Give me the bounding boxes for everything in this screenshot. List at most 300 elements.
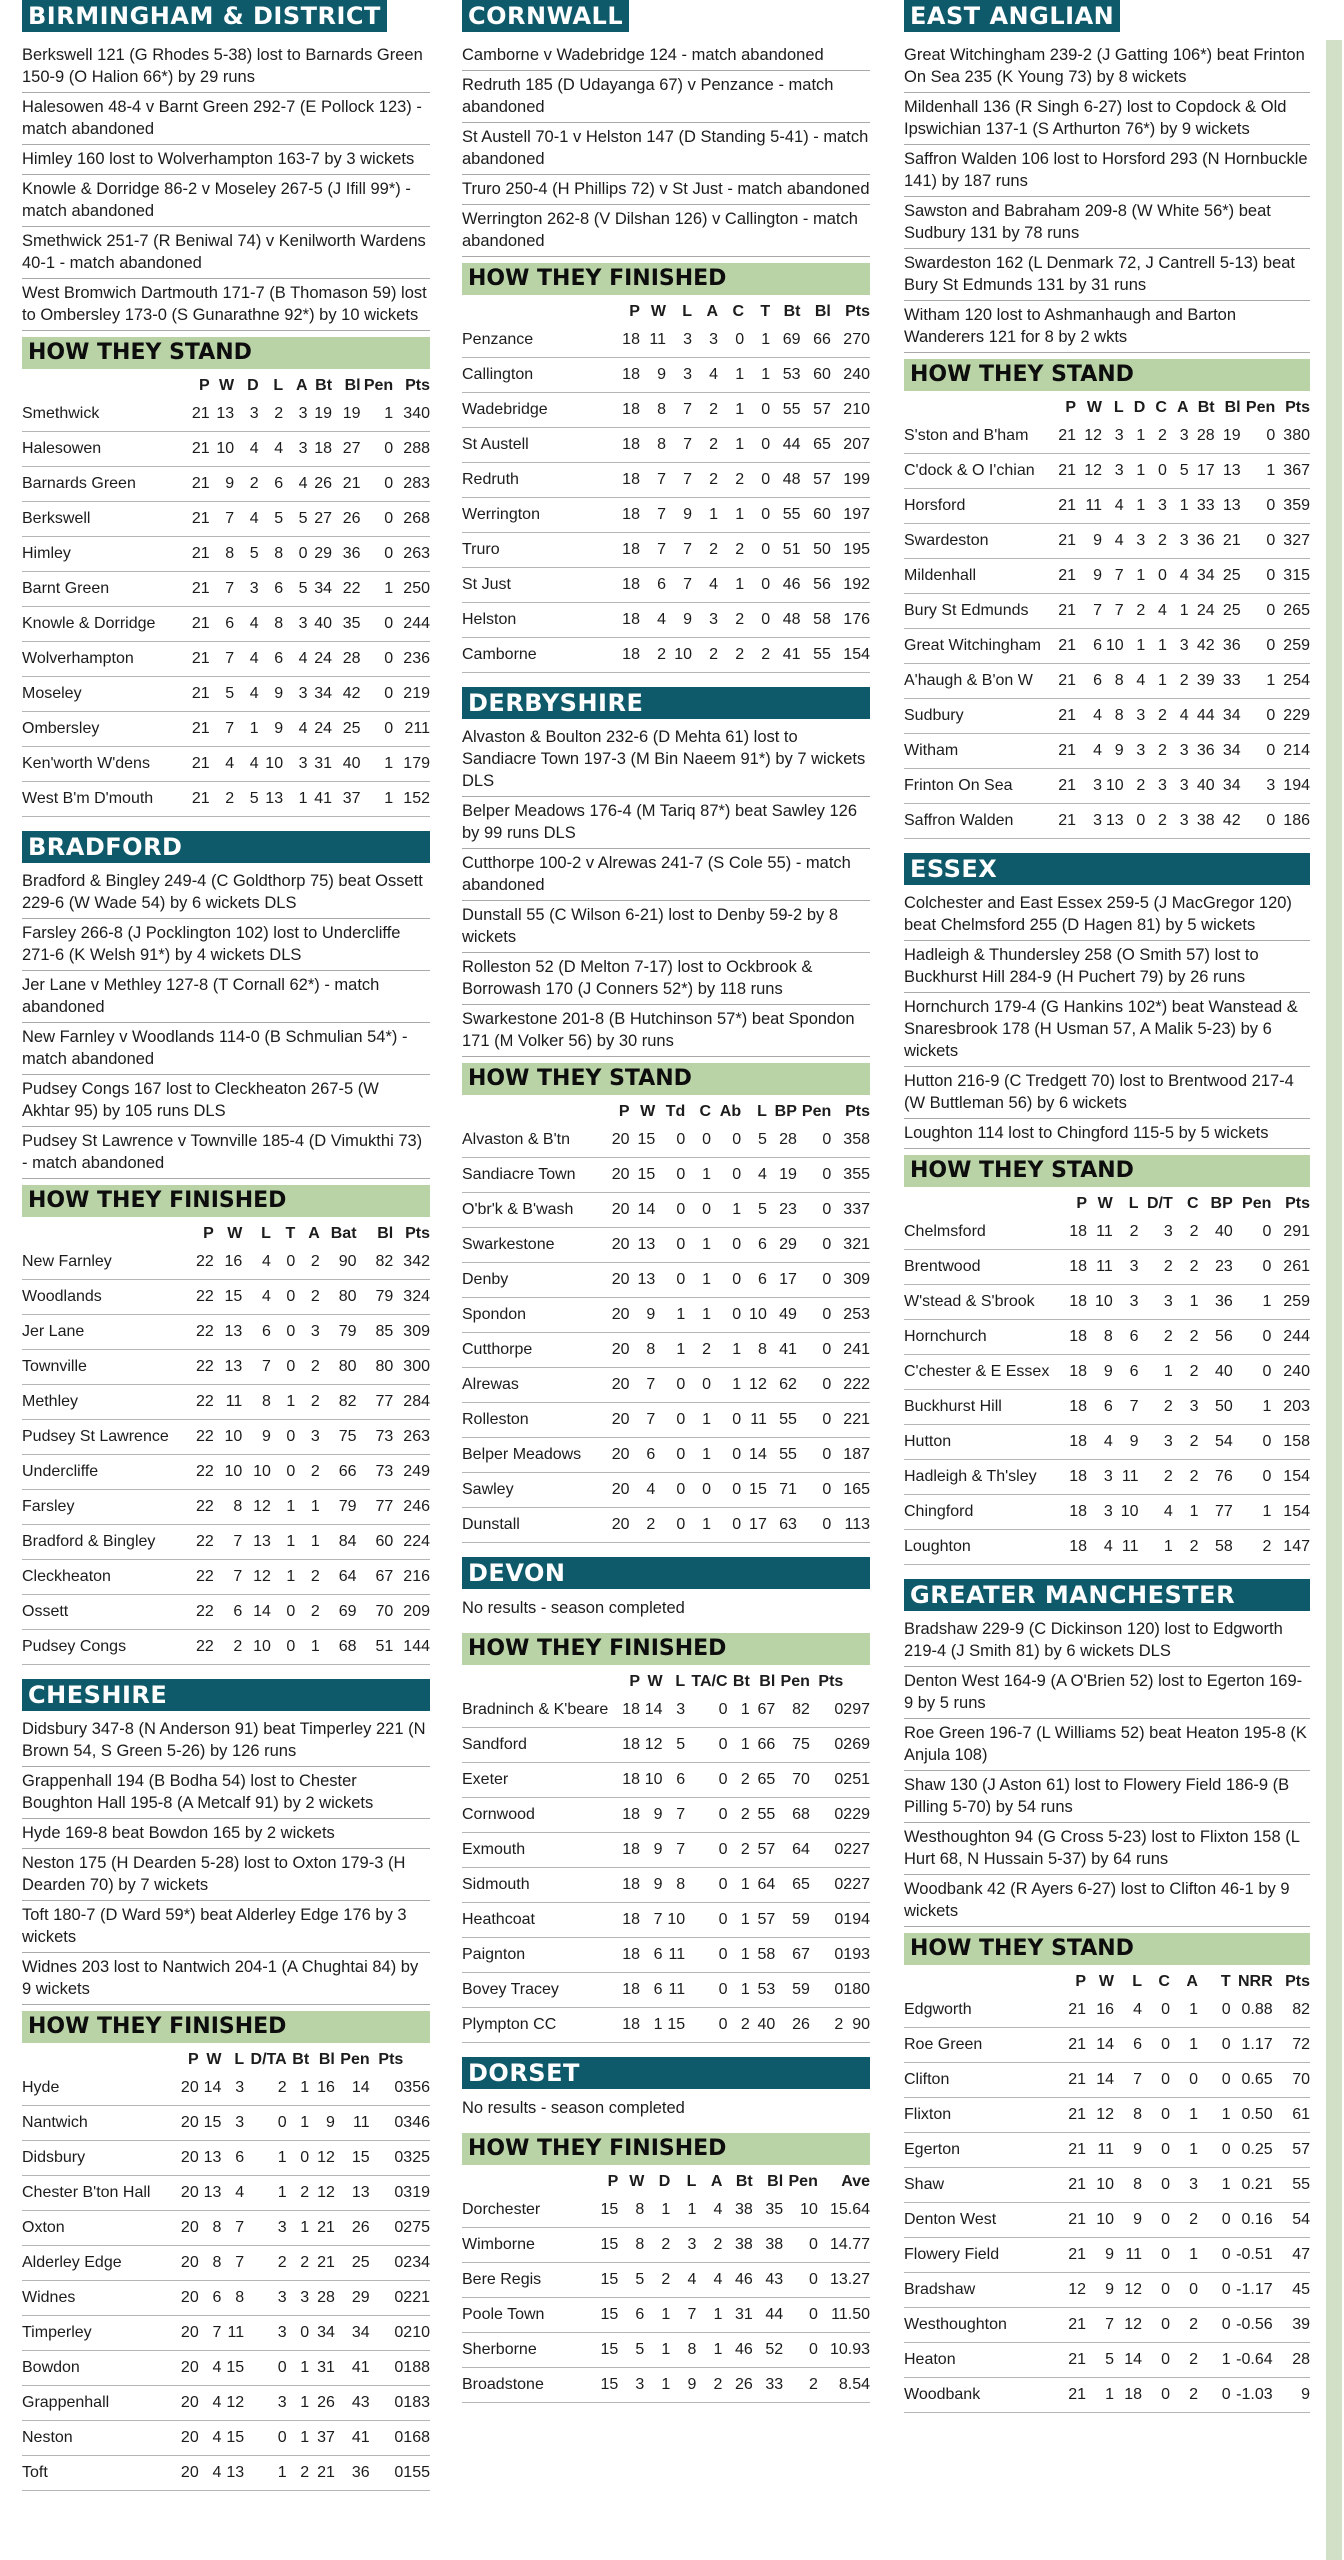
stat-cell: 58 — [801, 603, 831, 638]
stat-cell: 8 — [242, 1385, 271, 1420]
stat-cell: 1 — [685, 1298, 711, 1333]
stat-cell: 188 — [403, 2351, 430, 2386]
stat-cell: 8 — [670, 2333, 696, 2368]
stat-cell: 1 — [271, 1490, 295, 1525]
column-header: W — [1086, 399, 1102, 416]
stat-cell: 3 — [1139, 1425, 1173, 1460]
stat-cell: 13 — [259, 782, 283, 817]
stat-cell: 5 — [618, 2333, 644, 2368]
section-essex — [904, 839, 1310, 1565]
stat-cell: 2 — [295, 1280, 319, 1315]
stat-cell: 6 — [663, 1763, 686, 1798]
stat-cell: 15 — [592, 2333, 618, 2368]
section-heading: CORNWALL — [462, 0, 629, 32]
stat-cell: 85 — [357, 1315, 394, 1350]
team-name: Berkswell — [22, 502, 185, 537]
stat-cell: 0 — [370, 2176, 404, 2211]
stat-cell: 56 — [1199, 1320, 1233, 1355]
team-name: Sandiacre Town — [462, 1158, 599, 1193]
stat-cell: 3 — [1124, 524, 1146, 559]
team-name: Ken'worth W'dens — [22, 747, 185, 782]
team-name: Hutton — [904, 1425, 1057, 1460]
stat-cell: 2 — [214, 1630, 243, 1665]
stat-cell: 4 — [692, 358, 718, 393]
stat-cell: 7 — [210, 502, 234, 537]
stat-cell: 34 — [309, 2316, 335, 2351]
column-header: TA/C — [691, 1673, 728, 1690]
stat-cell: 3 — [692, 603, 718, 638]
table-row — [22, 2071, 430, 2106]
column-header: Pen — [340, 2051, 370, 2068]
team-name: Flixton — [904, 2098, 1053, 2133]
stat-cell: 1 — [271, 1560, 295, 1595]
team-name: Barnards Green — [22, 467, 185, 502]
stat-cell: 22 — [185, 1595, 214, 1630]
table-row — [22, 467, 430, 502]
table-row — [22, 2386, 430, 2421]
stat-cell: 6 — [630, 1438, 656, 1473]
stat-cell: 8 — [1102, 699, 1124, 734]
stat-cell: 38 — [722, 2228, 752, 2263]
stat-cell: 57 — [801, 463, 831, 498]
stat-cell: 0 — [1233, 1215, 1272, 1250]
stat-cell: 2 — [234, 467, 258, 502]
stat-cell: 8 — [663, 1868, 686, 1903]
section-heading: BRADFORD — [22, 831, 430, 863]
stat-cell: 21 — [185, 642, 209, 677]
stat-cell: 1 — [1233, 1390, 1272, 1425]
stat-cell: 0 — [1233, 1460, 1272, 1495]
stat-cell: 18 — [1057, 1285, 1087, 1320]
stat-cell: 0 — [797, 1263, 831, 1298]
stat-cell: 2 — [696, 2228, 722, 2263]
stat-cell: 358 — [831, 1123, 870, 1158]
stat-cell: 0 — [1198, 2273, 1231, 2308]
stat-cell: 79 — [357, 1280, 394, 1315]
table-heading: HOW THEY FINISHED — [462, 2133, 870, 2165]
column-left — [22, 0, 430, 2491]
stat-cell: 0 — [1142, 2133, 1170, 2168]
stat-cell: 8 — [1114, 2098, 1142, 2133]
stat-cell: 43 — [335, 2386, 370, 2421]
column-header: Pts — [405, 1225, 430, 1242]
team-name: Hadleigh & Th'sley — [904, 1460, 1057, 1495]
stat-cell: 22 — [185, 1350, 214, 1385]
stat-cell: 195 — [831, 533, 870, 568]
stat-cell: 7 — [630, 1403, 656, 1438]
stat-cell: 20 — [176, 2141, 199, 2176]
stat-cell: 1 — [685, 1403, 711, 1438]
team-name: Nantwich — [22, 2106, 176, 2141]
stat-cell: 5 — [1086, 2343, 1114, 2378]
stat-cell: 15 — [592, 2193, 618, 2228]
table-row — [462, 2228, 870, 2263]
stat-cell: 39 — [1273, 2308, 1310, 2343]
stat-cell: 154 — [1271, 1495, 1310, 1530]
stat-cell: 41 — [770, 638, 800, 673]
stat-cell: 9 — [1076, 559, 1102, 594]
stat-cell: 0 — [1241, 629, 1276, 664]
stat-cell: 8 — [221, 2281, 244, 2316]
stat-cell: 0 — [810, 1728, 843, 1763]
stat-cell: 0 — [711, 1298, 741, 1333]
stat-cell: 64 — [775, 1833, 810, 1868]
table-heading: HOW THEY STAND — [22, 337, 430, 369]
stat-cell: 263 — [393, 1420, 430, 1455]
column-header: L — [261, 1225, 271, 1242]
stat-cell: 2 — [718, 638, 744, 673]
stat-cell: 1 — [718, 428, 744, 463]
table-row — [462, 1228, 870, 1263]
stat-cell: 0 — [370, 2281, 404, 2316]
column-header: W — [1098, 1973, 1114, 1990]
stat-cell: 291 — [1271, 1215, 1310, 1250]
stat-cell: 10 — [259, 747, 283, 782]
stat-cell: 18 — [1057, 1495, 1087, 1530]
table-row — [22, 537, 430, 572]
stat-cell: 12 — [221, 2386, 244, 2421]
column-header: P — [629, 1673, 640, 1690]
table-row — [904, 2098, 1310, 2133]
column-header: P — [188, 2051, 199, 2068]
stat-cell: 0 — [1142, 1993, 1170, 2028]
stat-cell: 12 — [1053, 2273, 1086, 2308]
stat-cell: 0 — [685, 1728, 727, 1763]
stat-cell: 1 — [644, 2298, 670, 2333]
stat-cell: 42 — [332, 677, 361, 712]
stat-cell: 15 — [592, 2368, 618, 2403]
stat-cell: 0 — [655, 1158, 685, 1193]
table-row — [462, 463, 870, 498]
table-row — [22, 1455, 430, 1490]
stat-cell: 10 — [242, 1455, 271, 1490]
stat-cell: 21 — [1053, 2343, 1086, 2378]
stat-cell: 9 — [640, 358, 666, 393]
team-name: Witham — [904, 734, 1050, 769]
stat-cell: 0 — [744, 498, 770, 533]
section-bradford — [22, 817, 430, 1665]
stat-cell: 54 — [1273, 2203, 1310, 2238]
stat-cell: 4 — [199, 2351, 222, 2386]
result-item: Alvaston & Boulton 232-6 (D Mehta 61) lost to Sandiacre Town 197-3 (M Bin Naeem 91*) by 7 wickets DLS — [462, 723, 870, 797]
column-header: Bt — [1197, 399, 1215, 416]
team-name: Bradford & Bingley — [22, 1525, 185, 1560]
stat-cell: 0 — [711, 1438, 741, 1473]
stat-cell: 222 — [831, 1368, 870, 1403]
stat-cell: 0 — [718, 323, 744, 358]
stat-cell: 21 — [1050, 419, 1076, 454]
stat-cell: 1 — [744, 358, 770, 393]
column-header: W — [647, 1673, 663, 1690]
table-row — [462, 393, 870, 428]
column-header: L — [273, 377, 284, 394]
stat-cell: 10 — [666, 638, 692, 673]
stat-cell: 0 — [271, 1420, 295, 1455]
column-header: P — [199, 377, 210, 394]
stat-cell: 241 — [831, 1333, 870, 1368]
stat-cell: 6 — [259, 572, 283, 607]
stat-cell: 20 — [599, 1123, 629, 1158]
stat-cell: 6 — [1113, 1355, 1139, 1390]
stat-cell: 1 — [655, 1298, 685, 1333]
stat-cell: 18 — [615, 1868, 640, 1903]
column-header: Ave — [841, 2173, 870, 2190]
stat-cell: 82 — [357, 1245, 394, 1280]
team-name: O'br'k & B'wash — [462, 1193, 599, 1228]
stat-cell: 309 — [831, 1263, 870, 1298]
stat-cell: 38 — [722, 2193, 752, 2228]
standings-table-essex — [904, 1189, 1310, 1565]
column-header: Bl — [318, 2051, 335, 2068]
stat-cell: 2 — [728, 2008, 750, 2043]
stat-cell: 18 — [1057, 1250, 1087, 1285]
stat-cell: 8.54 — [818, 2368, 870, 2403]
stat-cell: 0 — [370, 2246, 404, 2281]
column-header: P — [618, 1103, 630, 1120]
stat-cell: 18 — [610, 463, 640, 498]
stat-cell: 1 — [711, 1333, 741, 1368]
stat-cell: 2 — [696, 2368, 722, 2403]
stat-cell: 36 — [335, 2456, 370, 2491]
table-row — [22, 1280, 430, 1315]
stat-cell: 82 — [320, 1385, 357, 1420]
stat-cell: 76 — [1199, 1460, 1233, 1495]
result-item: Pudsey Congs 167 lost to Cleckheaton 267-5 (W Akhtar 95) by 105 runs DLS — [22, 1075, 430, 1127]
team-name: Great Witchingham — [904, 629, 1050, 664]
stat-cell: 14 — [199, 2071, 222, 2106]
column-header: BP — [774, 1103, 797, 1120]
team-name: Spondon — [462, 1298, 599, 1333]
column-header: P — [1076, 1195, 1088, 1212]
stat-cell: 0 — [1198, 2203, 1231, 2238]
table-row — [22, 677, 430, 712]
table-row — [462, 358, 870, 393]
stat-cell: 1 — [718, 393, 744, 428]
stat-cell: 68 — [775, 1798, 810, 1833]
table-heading: HOW THEY STAND — [904, 359, 1310, 391]
stat-cell: 7 — [1102, 594, 1124, 629]
table-row — [904, 699, 1310, 734]
stat-cell: 16 — [1086, 1993, 1114, 2028]
stat-cell: 2 — [630, 1508, 656, 1543]
stat-cell: 20 — [599, 1368, 629, 1403]
stat-cell: 60 — [801, 358, 831, 393]
stat-cell: 49 — [767, 1298, 797, 1333]
stat-cell: 0 — [1142, 2168, 1170, 2203]
stat-cell: 37 — [332, 782, 361, 817]
stat-cell: 9 — [259, 677, 283, 712]
stat-cell: 6 — [214, 1595, 243, 1630]
stat-cell: 13 — [214, 1350, 243, 1385]
stat-cell: 0 — [711, 1508, 741, 1543]
stat-cell: 28 — [309, 2281, 335, 2316]
stat-cell: 221 — [403, 2281, 430, 2316]
stat-cell: 52 — [753, 2333, 783, 2368]
table-row — [22, 1490, 430, 1525]
table-row — [904, 559, 1310, 594]
stat-cell: 0 — [361, 712, 394, 747]
stat-cell: 0 — [744, 463, 770, 498]
column-header: Bt — [783, 303, 801, 320]
stat-cell: 21 — [185, 782, 209, 817]
table-row — [462, 1938, 870, 1973]
stat-cell: 0 — [711, 1123, 741, 1158]
table-row — [904, 2343, 1310, 2378]
stat-cell: 268 — [393, 502, 430, 537]
stat-cell: 1 — [640, 2008, 663, 2043]
stat-cell: 21 — [1053, 2378, 1086, 2413]
stat-cell: 7 — [221, 2211, 244, 2246]
table-row — [22, 432, 430, 467]
section-heading: DEVON — [462, 1557, 870, 1589]
stat-cell: 5 — [283, 502, 307, 537]
stat-cell: 18 — [615, 1973, 640, 2008]
table-row — [462, 1263, 870, 1298]
stat-cell: 21 — [185, 467, 209, 502]
stat-cell: 5 — [210, 677, 234, 712]
header-row — [904, 393, 1310, 419]
stat-cell: 4 — [259, 432, 283, 467]
stat-cell: 1 — [244, 2176, 287, 2211]
stat-cell: 0 — [370, 2316, 404, 2351]
stat-cell: 73 — [357, 1420, 394, 1455]
stat-cell: 2 — [728, 1763, 750, 1798]
stat-cell: 180 — [843, 1973, 870, 2008]
team-name: West B'm D'mouth — [22, 782, 185, 817]
team-name: Hyde — [22, 2071, 176, 2106]
stat-cell: 12 — [242, 1560, 271, 1595]
stat-cell: 3 — [1167, 734, 1189, 769]
table-row — [462, 1903, 870, 1938]
stat-cell: 2 — [1139, 1390, 1173, 1425]
team-name: Plympton CC — [462, 2008, 615, 2043]
stat-cell: 6 — [221, 2141, 244, 2176]
result-item: Dunstall 55 (C Wilson 6-21) lost to Denby 59-2 by 8 wickets — [462, 901, 870, 953]
column-header: W — [650, 303, 666, 320]
stat-cell: 1 — [361, 747, 394, 782]
stat-cell: 4 — [1167, 559, 1189, 594]
stat-cell: 0.21 — [1231, 2168, 1273, 2203]
stat-cell: 36 — [332, 537, 361, 572]
stat-cell: 327 — [1275, 524, 1310, 559]
column-header: Ab — [719, 1103, 742, 1120]
stat-cell: 275 — [403, 2211, 430, 2246]
stat-cell: 80 — [320, 1350, 357, 1385]
stat-cell: 48 — [770, 603, 800, 638]
stat-cell: 1 — [1124, 489, 1146, 524]
stat-cell: 2 — [210, 782, 234, 817]
stat-cell: 0 — [1142, 2028, 1170, 2063]
stat-cell: 66 — [320, 1455, 357, 1490]
stat-cell: 5 — [283, 572, 307, 607]
stat-cell: 0 — [685, 1193, 711, 1228]
stat-cell: 3 — [1145, 489, 1167, 524]
section-greater-manchester — [904, 1565, 1310, 2413]
stat-cell: 56 — [801, 568, 831, 603]
stat-cell: 20 — [176, 2071, 199, 2106]
stat-cell: 10 — [783, 2193, 818, 2228]
stat-cell: 0.50 — [1231, 2098, 1273, 2133]
stat-cell: 75 — [775, 1728, 810, 1763]
stat-cell: 6 — [259, 642, 283, 677]
stat-cell: 155 — [403, 2456, 430, 2491]
stat-cell: 45 — [1273, 2273, 1310, 2308]
stat-cell: 31 — [308, 747, 332, 782]
stat-cell: 2 — [244, 2071, 287, 2106]
stat-cell: 59 — [775, 1903, 810, 1938]
table-row — [904, 1993, 1310, 2028]
stat-cell: 0 — [711, 1403, 741, 1438]
column-header: L — [1128, 1195, 1139, 1212]
section-birmingham-and-district — [22, 0, 430, 817]
table-row — [22, 1525, 430, 1560]
stat-cell: 0 — [1241, 559, 1276, 594]
stat-cell: 240 — [1271, 1355, 1310, 1390]
stat-cell: 2 — [295, 1350, 319, 1385]
stat-cell: 9 — [1087, 1355, 1113, 1390]
stat-cell: 0 — [271, 1280, 295, 1315]
stat-cell: 0 — [797, 1123, 831, 1158]
stat-cell: 26 — [309, 2386, 335, 2421]
stat-cell: 2 — [1139, 1250, 1173, 1285]
table-row — [22, 1385, 430, 1420]
stat-cell: 47 — [1273, 2238, 1310, 2273]
stat-cell: 4 — [1102, 489, 1124, 524]
column-header: P — [1065, 399, 1076, 416]
stat-cell: 337 — [831, 1193, 870, 1228]
stat-cell: 68 — [320, 1630, 357, 1665]
stat-cell: 20 — [599, 1158, 629, 1193]
stat-cell: 2 — [1233, 1530, 1272, 1565]
stat-cell: 229 — [1275, 699, 1310, 734]
table-row — [22, 2176, 430, 2211]
column-header: Bl — [814, 303, 831, 320]
stat-cell: 11 — [663, 1938, 686, 1973]
stat-cell: 8 — [210, 537, 234, 572]
stat-cell: 17 — [1189, 454, 1215, 489]
stat-cell: 0 — [797, 1333, 831, 1368]
stat-cell: 51 — [357, 1630, 394, 1665]
stat-cell: 2 — [244, 2246, 287, 2281]
stat-cell: 24 — [1189, 594, 1215, 629]
stat-cell: 3 — [1076, 804, 1102, 839]
table-row — [22, 1350, 430, 1385]
team-name: Jer Lane — [22, 1315, 185, 1350]
stat-cell: 3 — [283, 607, 307, 642]
stat-cell: 1 — [728, 1728, 750, 1763]
stat-cell: 28 — [1273, 2343, 1310, 2378]
table-row — [904, 2028, 1310, 2063]
column-header: D/TA — [250, 2051, 287, 2068]
stat-cell: 4 — [696, 2263, 722, 2298]
stat-cell: 55 — [770, 498, 800, 533]
team-name: Halesowen — [22, 432, 185, 467]
team-name: Paignton — [462, 1938, 615, 1973]
stat-cell: 10 — [214, 1420, 243, 1455]
stat-cell: 210 — [403, 2316, 430, 2351]
stat-cell: 3 — [670, 2228, 696, 2263]
team-name: Neston — [22, 2421, 176, 2456]
column-header: D — [658, 2173, 671, 2190]
table-row — [462, 1763, 870, 1798]
stat-cell: 0 — [370, 2421, 404, 2456]
stat-cell: 73 — [357, 1455, 394, 1490]
stat-cell: 12 — [1114, 2308, 1142, 2343]
stat-cell: 11 — [1087, 1215, 1113, 1250]
header-row — [462, 2167, 870, 2193]
stat-cell: 3 — [221, 2071, 244, 2106]
stat-cell: 0 — [1233, 1425, 1272, 1460]
